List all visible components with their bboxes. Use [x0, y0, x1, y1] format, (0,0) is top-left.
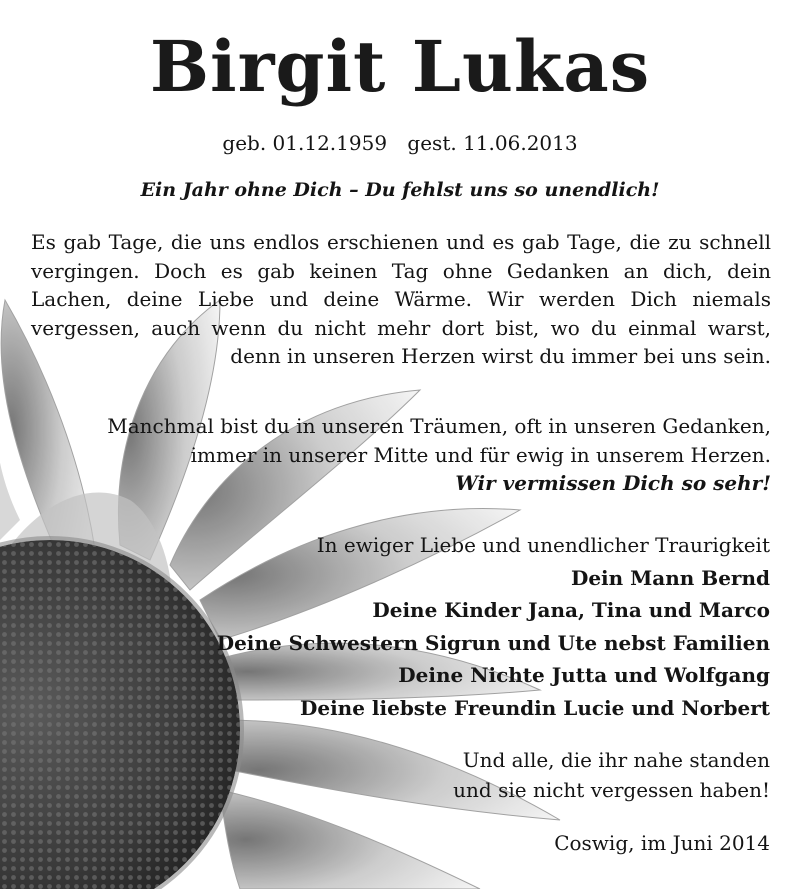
mourners-intro: In ewiger Liebe und unendlicher Traurigkeit — [316, 533, 770, 557]
birth-date: geb. 01.12.1959 — [222, 131, 388, 155]
dreams-paragraph — [31, 412, 771, 498]
motto-line: Ein Jahr ohne Dich – Du fehlst uns so unendlich! — [140, 179, 660, 201]
place-and-date: Coswig, im Juni 2014 — [554, 831, 770, 855]
remembrance-paragraph: Es gab Tage, die uns endlos erschienen und es gab Tage, die zu schnell vergingen. Doch es gab keinen Tag ohne Gedanken an dich, dein Lachen, deine Liebe und deine Wärme. Wir werden Dich niemals vergessen, auch wenn du nicht mehr dort bist, wo du einmal warst, denn in unseren Herzen wirst du immer bei uns sein. — [31, 230, 771, 369]
mourner-sisters: Deine Schwestern Sigrun und Ute nebst Familien — [216, 630, 770, 655]
dreams-line-2: immer in unserer Mitte und für ewig in unserem Herzen. — [190, 442, 771, 467]
mourner-husband: Dein Mann Bernd — [570, 565, 770, 590]
others-mourning — [130, 745, 770, 805]
mourner-friend: Deine liebste Freundin Lucie und Norbert — [300, 695, 770, 720]
mourner-niece: Deine Nichte Jutta und Wolfgang — [398, 663, 770, 688]
dreams-line-1: Manchmal bist du in unseren Träumen, oft in unseren Gedanken, — [107, 414, 771, 438]
death-date: gest. 11.06.2013 — [407, 131, 578, 155]
closing-line: Wir vermissen Dich so sehr! — [455, 471, 771, 496]
others-line-1: Und alle, die ihr nahe standen — [462, 748, 770, 772]
deceased-name: Birgit Lukas — [149, 25, 651, 108]
mourners-list — [130, 529, 770, 725]
others-line-2: und sie nicht vergessen haben! — [453, 778, 770, 802]
life-dates — [0, 129, 800, 157]
mourner-children: Deine Kinder Jana, Tina und Marco — [372, 598, 770, 623]
